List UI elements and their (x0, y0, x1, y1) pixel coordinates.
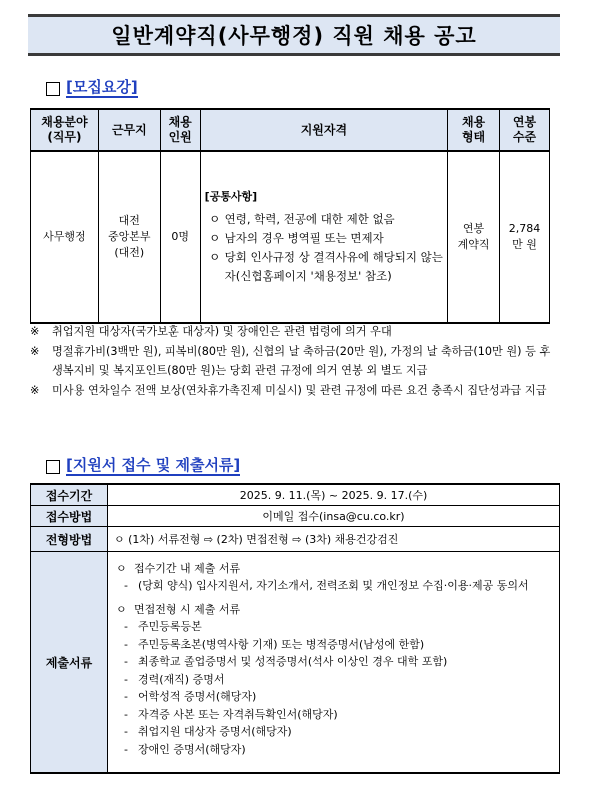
note-item: ※ 명절휴가비(3백만 원), 피복비(80만 원), 신협의 날 축하금(20만 원), 가정의 날 축하금(10만 원) 등 후생복지비 및 복지포인트(80만 원)는 당회 관련 규정에 의거 연봉 외 별도 지급 (30, 344, 551, 377)
documents-list (108, 552, 560, 774)
qualification-item: ㅇ 연령, 학력, 전공에 대한 제한 없음 (209, 212, 395, 226)
notes-list (30, 322, 560, 400)
qualification-heading: [공통사항] (204, 190, 258, 203)
value-method: 이메일 접수(insa@cu.co.kr) (108, 506, 560, 527)
header-location: 근무지 (98, 109, 160, 151)
value-period: 2025. 9. 11.(목) ~ 2025. 9. 17.(수) (108, 484, 560, 506)
document-item: - 취업지원 대상자 증명서(해당자) (124, 725, 292, 739)
cell-location: 대전 중앙본부 (대전) (98, 151, 160, 323)
documents-group: ㅇ 면접전형 시 제출 서류 - 주민등록등본 - 주민등록초본(병역사항 기재) 또는 병적증명서(남성에 한함) - 최종학교 졸업증명서 및 성적증명서(석사 이상인 경우 대학 포함) - 경력(재직) 증명서 - 어학성적 증명서(해당자) - 자격증 사본 또는 자격취득확인서(해당자) - 취업지원 대상자 증명서(해당자) - 장애인 증명서(해당자) (116, 601, 553, 759)
document-item: - 어학성적 증명서(해당자) (124, 690, 257, 704)
label-method: 접수방법 (31, 506, 108, 527)
cell-field: 사무행정 (31, 151, 99, 323)
cell-type: 연봉 계약직 (448, 151, 500, 323)
cell-qualification (200, 151, 447, 323)
document-item: - 주민등록초본(병역사항 기재) 또는 병적증명서(남성에 한함) (124, 637, 425, 651)
document-item: - 경력(재직) 증명서 (124, 672, 225, 686)
document-item: - (당회 양식) 입사지원서, 자기소개서, 전력조회 및 개인정보 수집·이용·제공 동의서 (124, 579, 529, 593)
application-table (30, 483, 560, 774)
cell-salary: 2,784 만 원 (500, 151, 550, 323)
header-salary: 연봉 수준 (500, 109, 550, 151)
label-period: 접수기간 (31, 484, 108, 506)
cell-count: 0명 (160, 151, 200, 323)
section-label: [지원서 접수 및 제출서류] (66, 456, 241, 474)
section-application-heading (46, 457, 240, 476)
checkbox-square-icon (46, 82, 60, 96)
section-recruitment-heading (46, 79, 138, 98)
note-item: ※ 취업지원 대상자(국가보훈 대상자) 및 장애인은 관련 법령에 의거 우대 (30, 325, 392, 338)
document-item: - 장애인 증명서(해당자) (124, 742, 246, 756)
document-item: - 자격증 사본 또는 자격취득확인서(해당자) (124, 707, 338, 721)
qualification-item: ㅇ 남자의 경우 병역필 또는 면제자 (209, 231, 384, 245)
label-process: 전형방법 (31, 527, 108, 552)
value-process: ㅇ (1차) 서류전형 ⇨ (2차) 면접전형 ⇨ (3차) 채용건강검진 (108, 527, 560, 552)
checkbox-square-icon (46, 460, 60, 474)
note-item: ※ 미사용 연차일수 전액 보상(연차휴가촉진제 미실시) 및 관련 규정에 따른 요건 충족시 집단성과급 지급 (30, 383, 547, 397)
header-field: 채용분야 (직무) (31, 109, 99, 151)
header-qualification: 지원자격 (200, 109, 447, 151)
documents-group: ㅇ 접수기간 내 제출 서류 - (당회 양식) 입사지원서, 자기소개서, 전력조회 및 개인정보 수집·이용·제공 동의서 (116, 560, 553, 595)
document-item: - 최종학교 졸업증명서 및 성적증명서(석사 이상인 경우 대학 포함) (124, 655, 448, 669)
header-count: 채용 인원 (160, 109, 200, 151)
qualification-item: ㅇ 당회 인사규정 상 결격사유에 해당되지 않는 자(신협홈페이지 '채용정보' 참조) (209, 250, 443, 283)
label-documents: 제출서류 (31, 552, 108, 774)
section-label: [모집요강] (66, 78, 138, 96)
header-type: 채용 형태 (448, 109, 500, 151)
recruitment-table (30, 108, 550, 324)
document-item: - 주민등록등본 (124, 620, 202, 634)
page-title: 일반계약직(사무행정) 직원 채용 공고 (28, 14, 560, 56)
